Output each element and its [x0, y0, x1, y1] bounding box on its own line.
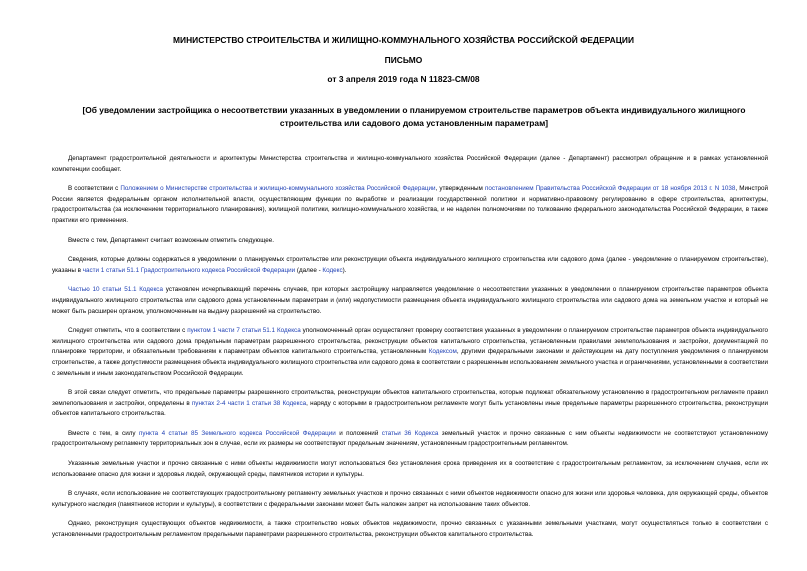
document-title: [Об уведомлении застройщика о несоответствии указанных в уведомлении о планируемом строительстве параметров объекта индивидуального жилищного строительства или садового дома установленным параметрам] [82, 105, 746, 128]
legal-reference-link[interactable]: пункта 4 статьи 85 Земельного кодекса Российской Федерации [138, 429, 336, 437]
paragraph-text: Вместе с тем, в силу [68, 429, 139, 437]
paragraph [52, 184, 768, 226]
legal-reference-link[interactable]: постановлением Правительства Российской Федерации от 18 ноября 2013 г. N 1038 [484, 185, 736, 193]
paragraph-text: , Минстрой России является федеральным органом исполнительной власти, осуществляющим функции по выработке и реализации государственной политики и нормативно-правовому регулированию в сфере строительства, архитектуры, градостроительства (за исключением территориального планирования), жилищной политики, жилищно-коммунального хозяйства, и не наделен полномочиями по толкованию федерального законодательства Российской Федерации, в также практики его применения. [52, 185, 769, 224]
legal-reference-link[interactable]: части 1 статьи 51.1 Градостроительного кодекса Российской Федерации [82, 266, 296, 274]
document-type: ПИСЬМО [384, 55, 423, 65]
paragraph [52, 388, 768, 420]
paragraph-text: установлен исчерпывающий перечень случаев, при которых застройщику направляется уведомление о несоответствии указанных в уведомлении о планируемом строительстве параметров объекта индивидуального жилищного строительства или садового дома установленным параметрам и (или) недопустимости размещения объекта индивидуального жилищного строительства или садового дома на земельном участке и который не может быть расширен органом, уполномоченным на выдачу разрешений на строительство. [52, 286, 768, 315]
legal-reference-link[interactable]: пунктах 2-4 части 1 статьи 38 Кодекса [191, 399, 307, 407]
legal-reference-link[interactable]: Положением о Министерстве строительства и жилищно-коммунального хозяйства Российской Федерации [120, 185, 436, 193]
paragraph [52, 326, 768, 379]
paragraph-text: Указанные земельные участки и прочно связанные с ними объекты недвижимости могут использоваться без установления срока приведения их в соответствие с градостроительным регламентом, за исключением случаев, если их использование опасно для жизни и здоровья людей, окружающей среды, памятников истории и культуры. [52, 460, 768, 478]
paragraph-text: , наряду с которыми в градостроительном регламенте могут быть установлены иные предельные параметры разрешенного строительства, реконструкции объектов капитального строительства. [52, 399, 769, 418]
paragraph [52, 154, 768, 175]
legal-reference-link[interactable]: Кодекс [322, 266, 343, 274]
paragraph [52, 255, 768, 276]
paragraph-text: Однако, реконструкция существующих объектов недвижимости, а также строительство новых объектов недвижимости, прочно связанных с указанными земельными участками, могут осуществляться только в соответствии с установленными градостроительным регламентом предельными параметрами разрешенного строительства, реконструкции объектов капитального строительства. [52, 520, 768, 539]
paragraph-text: земельный участок и прочно связанные с ним объекты недвижимости не соответствуют установленному градостроительному регламенту территориальных зон в случае, если их размеры не соответствуют предельным значениям, установленным градостроительным регламентом. [52, 429, 768, 448]
paragraph-text: , другими федеральными законами и действующим на дату поступления уведомления о планируемом строительстве, а также допустимости размещения объекта индивидуального жилищного строительства или садового дома в соответствии с разрешенным использованием земельного участка и ограничениями, установленными в соответствии с земельным и иным законодательством Российской Федерации. [52, 348, 768, 377]
legal-reference-link[interactable]: статьи 36 Кодекса [381, 429, 439, 437]
paragraph-text: Вместе с тем, Департамент считает возможным отметить следующее. [68, 236, 275, 244]
paragraph-text: и положений [335, 429, 382, 437]
paragraph-text: Сведения, которые должны содержаться в уведомлении о планируемых строительстве или реконструкции объекта индивидуального жилищного строительства или садового дома (далее - уведомление о планируемом строительстве), указаны в [52, 256, 768, 274]
paragraph-text: уполномоченный орган осуществляет проверку соответствия указанных в уведомлении о планируемом строительстве параметров объекта индивидуального жилищного строительства или садового дома предельным параметрам разрешенного строительства, реконструкции объектов капитального строительства, установленным правилами землепользования и застройки, документацией по планировке территории, и обязательным требованиям к параметрам объектов капитального строительства, установленным [52, 327, 768, 356]
paragraph-text: (далее - [295, 266, 323, 274]
legal-reference-link[interactable]: Частью 10 статьи 51.1 Кодекса [68, 286, 163, 294]
legal-reference-link[interactable]: пунктом 1 части 7 статьи 51.1 Кодекса [187, 327, 301, 335]
paragraph [52, 285, 768, 317]
paragraph [52, 489, 768, 510]
legal-reference-link[interactable]: Кодексом [428, 348, 457, 356]
paragraph [52, 236, 768, 247]
paragraph-text: В соответствии с [68, 185, 121, 193]
paragraph-text: В этой связи следует отметить, что предельные параметры разрешенного строительства, реконструкции объектов капитального строительства, которые подлежат обязательному установлению в градостроительном регламенте правил землепользования и застройки, определены в [52, 389, 768, 407]
paragraph-text: Следует отметить, что в соответствии с [68, 327, 188, 335]
ministry-heading: МИНИСТЕРСТВО СТРОИТЕЛЬСТВА И ЖИЛИЩНО-КОММУНАЛЬНОГО ХОЗЯЙСТВА РОССИЙСКОЙ ФЕДЕРАЦИИ [172, 35, 635, 45]
paragraph-text: Департамент градостроительной деятельности и архитектуры Министерства строительства и жилищно-коммунального хозяйства Российской Федерации (далее - Департамент) рассмотрел обращение и в рамках установленной компетенции сообщает. [52, 155, 768, 173]
paragraph [52, 519, 768, 540]
paragraph-text: ). [342, 266, 347, 274]
paragraph [52, 429, 768, 450]
document-body [52, 154, 768, 550]
paragraph-text: В случаях, если использование не соответствующих градостроительному регламенту земельных участков и прочно связанных с ними объектов недвижимости опасно для жизни или здоровья человека, для окружающей среды, объектов культурного наследия (памятников истории и культуры), в соответствии с федеральными законами может быть наложен запрет на использование таких объектов. [52, 490, 768, 508]
paragraph [52, 459, 768, 480]
document-date-number: от 3 апреля 2019 года N 11823-СМ/08 [327, 74, 480, 84]
paragraph-text: , утвержденным [435, 185, 485, 193]
